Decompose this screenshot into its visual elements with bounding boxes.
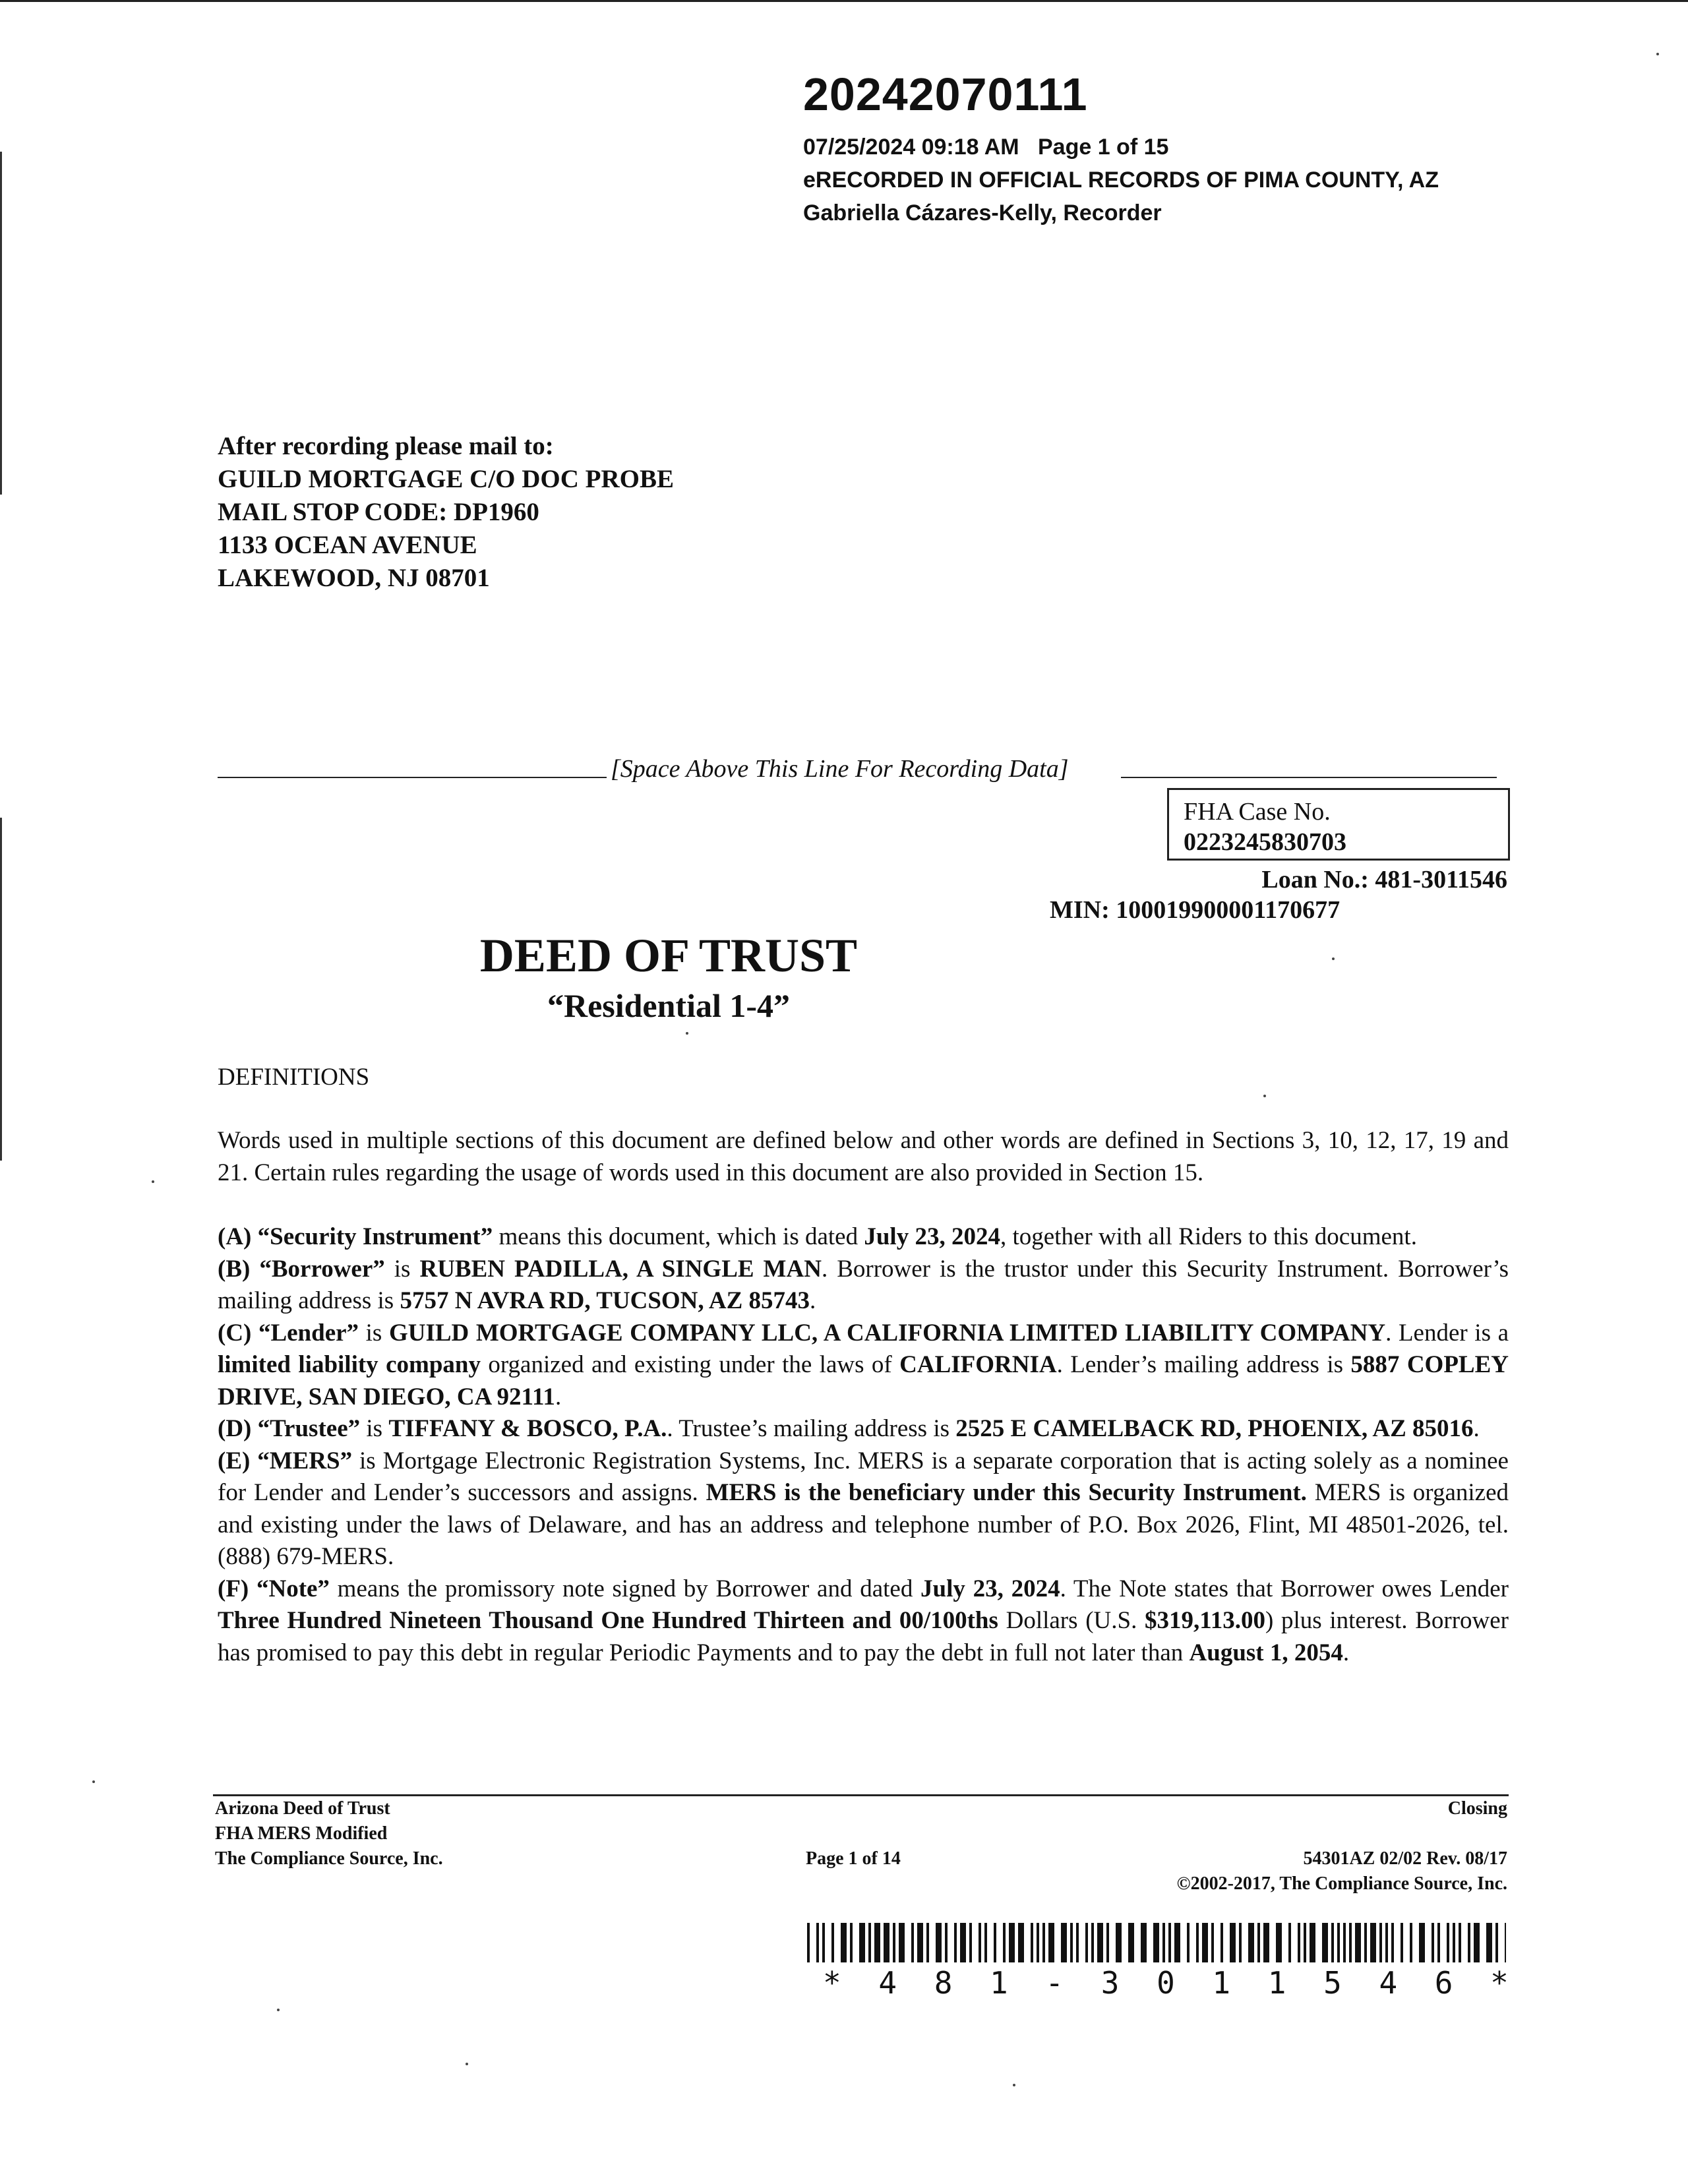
intro-text: Words used in multiple sections of this document are defined below and other words are defined in Sections 3, 10, 12, 17, 19 and 21. Certain rules regarding the usage of words used in this document are also provided in Section 15. bbox=[218, 1127, 1509, 1186]
barcode-bar bbox=[1419, 1923, 1425, 1962]
scan-top-border bbox=[0, 0, 1688, 2]
recording-office: eRECORDED IN OFFICIAL RECORDS OF PIMA COUNTY, AZ bbox=[803, 167, 1439, 193]
barcode-bar bbox=[979, 1923, 981, 1962]
footer-page: Page 1 of 14 bbox=[806, 1848, 901, 1869]
barcode-bar bbox=[1239, 1923, 1242, 1962]
barcode-bar bbox=[994, 1923, 996, 1962]
text: . Trustee’s mailing address is bbox=[667, 1415, 956, 1442]
scan-speck bbox=[92, 1780, 95, 1783]
text: organized and existing under the laws of bbox=[481, 1351, 900, 1378]
mail-to-block bbox=[218, 430, 674, 595]
barcode-bar bbox=[822, 1923, 825, 1962]
barcode-bar bbox=[831, 1923, 834, 1962]
barcode-bar bbox=[1337, 1923, 1340, 1962]
barcode-char: - bbox=[1045, 1965, 1064, 2001]
barcode-char: * bbox=[1490, 1965, 1509, 2001]
barcode-bar bbox=[926, 1923, 929, 1962]
term: (D) “Trustee” bbox=[218, 1415, 361, 1442]
mail-to-line: LAKEWOOD, NJ 08701 bbox=[218, 564, 490, 592]
barcode-bar bbox=[1248, 1923, 1254, 1962]
lender-state: CALIFORNIA bbox=[899, 1351, 1057, 1378]
barcode-bar bbox=[1230, 1923, 1236, 1962]
barcode-bar bbox=[1459, 1923, 1461, 1962]
definition-b bbox=[218, 1254, 1509, 1318]
barcode-bar bbox=[1276, 1923, 1282, 1962]
text: . bbox=[1473, 1415, 1480, 1442]
barcode-char: * bbox=[823, 1965, 841, 2001]
text: means the promissory note signed by Borrower and dated bbox=[329, 1575, 921, 1602]
barcode-bar bbox=[969, 1923, 972, 1962]
term: (A) “Security Instrument” bbox=[218, 1223, 493, 1250]
barcode-bar bbox=[1196, 1923, 1199, 1962]
barcode-bar bbox=[1221, 1923, 1223, 1962]
barcode-bar bbox=[1401, 1923, 1403, 1962]
barcode-bar bbox=[1162, 1923, 1165, 1962]
barcode-bar bbox=[1486, 1923, 1492, 1962]
barcode-char: 4 bbox=[1379, 1965, 1398, 2001]
barcode-char: 8 bbox=[934, 1965, 953, 2001]
amount: $319,113.00 bbox=[1145, 1607, 1265, 1634]
text: means this document, which is dated bbox=[493, 1223, 864, 1250]
barcode-bar bbox=[1076, 1923, 1079, 1962]
barcode-bar bbox=[1322, 1923, 1328, 1962]
barcode-bar bbox=[1263, 1923, 1269, 1962]
date: July 23, 2024 bbox=[864, 1223, 1000, 1250]
mail-to-line: 1133 OCEAN AVENUE bbox=[218, 531, 477, 559]
barcode-char: 4 bbox=[878, 1965, 897, 2001]
amount-words: Three Hundred Nineteen Thousand One Hundred Thirteen and 00/100ths bbox=[218, 1607, 998, 1634]
barcode-bar bbox=[1391, 1923, 1394, 1962]
lender-entity: limited liability company bbox=[218, 1351, 481, 1378]
barcode-bar bbox=[1288, 1923, 1291, 1962]
recording-page: Page 1 of 15 bbox=[1037, 135, 1169, 160]
definition-c bbox=[218, 1318, 1509, 1414]
maturity-date: August 1, 2054 bbox=[1189, 1639, 1343, 1666]
space-above-label: [Space Above This Line For Recording Data] bbox=[611, 755, 1069, 783]
barcode-bar bbox=[911, 1923, 914, 1962]
text: . The Note states that Borrower owes Lender bbox=[1060, 1575, 1509, 1602]
barcode-bar bbox=[1364, 1923, 1367, 1962]
definition-a bbox=[218, 1221, 1509, 1254]
barcode-bar bbox=[1187, 1923, 1190, 1962]
term: (E) “MERS” bbox=[218, 1447, 353, 1474]
loan-number: Loan No.: 481-3011546 bbox=[1261, 866, 1507, 894]
fha-case-label: FHA Case No. bbox=[1184, 798, 1331, 826]
text: . bbox=[555, 1383, 562, 1410]
text: ) plus interest. Borrower has promised to pay this debt in regular Periodic Payments and to pay the debt in full not later than bbox=[218, 1607, 1509, 1666]
definitions-heading: DEFINITIONS bbox=[218, 1064, 370, 1091]
scan-speck bbox=[466, 2063, 468, 2065]
text: . Lender is a bbox=[1385, 1319, 1509, 1347]
barcode-bar bbox=[1432, 1923, 1434, 1962]
document-title: DEED OF TRUST bbox=[479, 929, 858, 982]
barcode-char: 1 bbox=[990, 1965, 1008, 2001]
barcode-char: 3 bbox=[1100, 1965, 1120, 2001]
barcode-bar bbox=[984, 1923, 987, 1962]
term: (B) “Borrower” bbox=[218, 1255, 385, 1283]
barcode-bar bbox=[850, 1923, 853, 1962]
text: . Lender’s mailing address is bbox=[1056, 1351, 1351, 1378]
definition-f bbox=[218, 1573, 1509, 1670]
definition-e bbox=[218, 1445, 1509, 1573]
barcode-bar bbox=[1202, 1923, 1208, 1962]
barcode-bar bbox=[1331, 1923, 1334, 1962]
footer-closing: Closing bbox=[1447, 1798, 1507, 1819]
footer-form-number: 54301AZ 02/02 Rev. 08/17 bbox=[1303, 1848, 1507, 1869]
barcode-bar bbox=[1310, 1923, 1315, 1962]
barcode-bar bbox=[1097, 1923, 1103, 1962]
definitions-list bbox=[218, 1221, 1509, 1669]
barcode-char: 1 bbox=[1212, 1965, 1231, 2001]
recording-stamp bbox=[803, 71, 1528, 229]
mail-to-line: MAIL STOP CODE: DP1960 bbox=[218, 498, 539, 526]
barcode-bar bbox=[1379, 1923, 1382, 1962]
fha-case-number: 0223245830703 bbox=[1184, 828, 1346, 856]
barcode-bar bbox=[954, 1923, 957, 1962]
barcode-bar bbox=[1031, 1923, 1033, 1962]
barcode-bar bbox=[1106, 1923, 1109, 1962]
barcode-bar bbox=[807, 1923, 810, 1962]
recording-number: 20242070111 bbox=[803, 69, 1088, 120]
note-date: July 23, 2024 bbox=[920, 1575, 1060, 1602]
barcode-bar bbox=[1037, 1923, 1039, 1962]
mail-to-line: GUILD MORTGAGE C/O DOC PROBE bbox=[218, 465, 675, 493]
barcode-bar bbox=[1343, 1923, 1346, 1962]
text: . bbox=[1342, 1639, 1350, 1666]
text: . Borrower is the trustor under this Security Instrument. Borrower’s mailing address is bbox=[218, 1255, 1509, 1314]
barcode-bar bbox=[1298, 1923, 1300, 1962]
recorder-name: Gabriella Cázares-Kelly, Recorder bbox=[803, 200, 1162, 226]
barcode-bar bbox=[1174, 1923, 1180, 1962]
barcode-bar bbox=[936, 1923, 942, 1962]
mers-beneficiary: MERS is the beneficiary under this Security Instrument. bbox=[706, 1479, 1307, 1506]
barcode-char: 0 bbox=[1157, 1965, 1175, 2001]
footer-left bbox=[215, 1796, 443, 1871]
barcode-bar bbox=[1085, 1923, 1088, 1962]
barcode-text bbox=[823, 1965, 1509, 2001]
barcode-bar bbox=[1018, 1923, 1024, 1962]
barcode-bar bbox=[1009, 1923, 1015, 1962]
scan-left-edge bbox=[0, 152, 2, 495]
barcode-bar bbox=[1385, 1923, 1388, 1962]
min-number: MIN: 100019900001170677 bbox=[1050, 896, 1341, 924]
barcode-bar bbox=[1061, 1923, 1067, 1962]
footer-right bbox=[1177, 1846, 1507, 1896]
barcode-bar bbox=[899, 1923, 905, 1962]
trustee-address: 2525 E CAMELBACK RD, PHOENIX, AZ 85016 bbox=[955, 1415, 1474, 1442]
barcode-bar bbox=[1116, 1923, 1122, 1962]
footer-publisher: The Compliance Source, Inc. bbox=[215, 1848, 443, 1869]
scan-speck bbox=[1013, 2084, 1015, 2086]
definition-d bbox=[218, 1413, 1509, 1445]
borrower-address: 5757 N AVRA RD, TUCSON, AZ 85743 bbox=[400, 1287, 810, 1314]
scan-speck bbox=[277, 2009, 280, 2011]
separator-rule-right bbox=[1121, 777, 1497, 778]
footer-form-variant: FHA MERS Modified bbox=[215, 1823, 388, 1844]
barcode-bar bbox=[1168, 1923, 1171, 1962]
barcode-bar bbox=[1370, 1923, 1376, 1962]
barcode-bar bbox=[1003, 1923, 1006, 1962]
recording-datetime: 07/25/2024 09:18 AM bbox=[803, 135, 1019, 160]
barcode-bar bbox=[1505, 1923, 1506, 1962]
mail-to-heading: After recording please mail to: bbox=[218, 432, 554, 460]
term: (C) “Lender” bbox=[218, 1319, 359, 1347]
intro-paragraph bbox=[218, 1125, 1509, 1189]
text: MERS is organized and existing under the laws of Delaware, and has an address and telephone number of P.O. Box 2026, Flint, MI 48501-2026, tel. (888) 679-MERS. bbox=[218, 1479, 1509, 1570]
barcode-bar bbox=[1453, 1923, 1455, 1962]
text: is bbox=[384, 1255, 420, 1283]
scan-speck bbox=[152, 1180, 154, 1183]
barcode-bar bbox=[1468, 1923, 1470, 1962]
barcode-bar bbox=[874, 1923, 880, 1962]
barcode-bar bbox=[893, 1923, 895, 1962]
barcode-bar bbox=[1211, 1923, 1214, 1962]
barcode-bar bbox=[1304, 1923, 1306, 1962]
barcode-bar bbox=[1042, 1923, 1045, 1962]
footer-copyright: ©2002-2017, The Compliance Source, Inc. bbox=[1176, 1873, 1507, 1894]
barcode-bar bbox=[1410, 1923, 1412, 1962]
barcode-bar bbox=[1447, 1923, 1449, 1962]
fha-case-box bbox=[1167, 788, 1510, 861]
term: (F) “Note” bbox=[218, 1575, 330, 1602]
barcode-bar bbox=[917, 1923, 923, 1962]
barcode-bar bbox=[1070, 1923, 1073, 1962]
barcode-bar bbox=[1048, 1923, 1054, 1962]
scan-speck bbox=[1656, 53, 1659, 55]
recording-data-separator bbox=[218, 754, 1497, 787]
document-subtitle: “Residential 1-4” bbox=[547, 987, 791, 1024]
barcode-char: 5 bbox=[1323, 1965, 1342, 2001]
scan-speck bbox=[1263, 1095, 1266, 1097]
barcode-bar bbox=[1474, 1923, 1480, 1962]
text: is bbox=[360, 1415, 389, 1442]
footer-form-name: Arizona Deed of Trust bbox=[215, 1798, 390, 1819]
barcode-bar bbox=[1153, 1923, 1159, 1962]
barcode-bar bbox=[868, 1923, 871, 1962]
borrower-name: RUBEN PADILLA, A SINGLE MAN bbox=[419, 1255, 822, 1283]
barcode-bar bbox=[945, 1923, 948, 1962]
text: , together with all Riders to this document. bbox=[1000, 1223, 1417, 1250]
barcode-char: 6 bbox=[1434, 1965, 1453, 2001]
recording-date-page bbox=[803, 131, 1528, 164]
text: is bbox=[359, 1319, 389, 1347]
barcode-bar bbox=[960, 1923, 966, 1962]
barcode-bar bbox=[1437, 1923, 1440, 1962]
barcode-bar bbox=[1495, 1923, 1498, 1962]
barcode-bar bbox=[1128, 1923, 1134, 1962]
lender-name: GUILD MORTGAGE COMPANY LLC, A CALIFORNIA LIMITED LIABILITY COMPANY bbox=[388, 1319, 1386, 1347]
barcode-bar bbox=[1091, 1923, 1094, 1962]
barcode-bar bbox=[841, 1923, 847, 1962]
separator-rule-left bbox=[218, 777, 607, 778]
text: . bbox=[810, 1287, 816, 1314]
lender-address: 5887 COPLEY DRIVE, SAN DIEGO, CA 92111 bbox=[218, 1351, 1509, 1410]
barcode-bar bbox=[1257, 1923, 1260, 1962]
barcode-char: 1 bbox=[1267, 1965, 1286, 2001]
barcode-bar bbox=[1349, 1923, 1352, 1962]
text: Dollars (U.S. bbox=[998, 1607, 1145, 1634]
text: is Mortgage Electronic Registration Systems, Inc. MERS is a separate corporation that is acting solely as a nominee for Lender and Lender’s successors and assigns. bbox=[218, 1447, 1509, 1506]
barcode-bar bbox=[816, 1923, 819, 1962]
trustee-name: TIFFANY & BOSCO, P.A. bbox=[388, 1415, 667, 1442]
scan-speck bbox=[1332, 957, 1335, 960]
barcode-bar bbox=[884, 1923, 889, 1962]
scan-speck bbox=[686, 1032, 688, 1035]
barcode-bar bbox=[1141, 1923, 1147, 1962]
barcode-bar bbox=[1355, 1923, 1361, 1962]
barcode-bar bbox=[859, 1923, 865, 1962]
